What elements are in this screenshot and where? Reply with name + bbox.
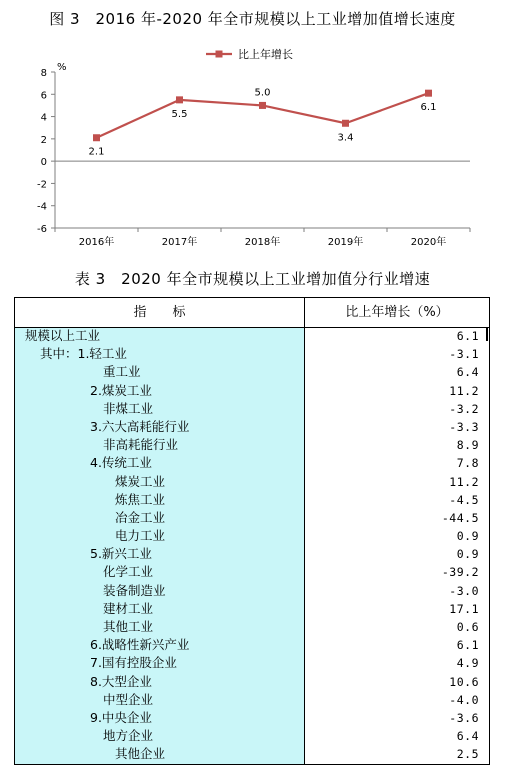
- row-growth-value: -3.6: [449, 710, 479, 725]
- row-indicator-name: 6.战略性新兴产业: [90, 637, 190, 653]
- table-row: [15, 636, 489, 654]
- table-row: [15, 509, 489, 527]
- row-indicator-name: 9.中央企业: [90, 709, 152, 725]
- row-indicator-name: 地方企业: [103, 728, 154, 744]
- row-growth-value: 8.9: [456, 438, 479, 453]
- row-indicator-name: 8.大型企业: [90, 673, 152, 689]
- table-row: [15, 491, 489, 509]
- table-row: [15, 691, 489, 709]
- row-indicator-name: 2.煤炭工业: [90, 382, 152, 398]
- legend-label: 比上年增长: [238, 48, 293, 61]
- data-label: 5.5: [171, 108, 188, 120]
- table-row: [15, 473, 489, 491]
- data-label: 5.0: [254, 87, 271, 99]
- row-indicator-name: 3.六大高耗能行业: [90, 418, 190, 434]
- row-growth-value: 11.2: [449, 383, 479, 398]
- row-growth-value: 10.6: [449, 674, 479, 689]
- y-tick-label: 4: [40, 112, 47, 124]
- y-tick-label: -4: [37, 201, 47, 213]
- data-point-marker: [176, 96, 183, 103]
- table-row: [15, 563, 489, 581]
- y-tick-label: 2: [40, 134, 47, 146]
- data-label: 6.1: [420, 102, 437, 114]
- row-growth-value: 4.9: [456, 656, 479, 671]
- y-tick-label: -2: [37, 179, 47, 191]
- x-tick-label: 2019年: [327, 237, 364, 248]
- text-cursor: [486, 328, 488, 341]
- row-growth-value: 6.1: [456, 329, 479, 343]
- table-row: [15, 673, 489, 691]
- table-row: [15, 600, 489, 618]
- row-indicator-name: 其他工业: [103, 619, 154, 634]
- row-growth-value: 6.4: [456, 729, 479, 744]
- row-indicator-name: 其他企业: [115, 746, 166, 762]
- table-row: [15, 418, 489, 436]
- row-indicator-name: 4.传统工业: [90, 455, 152, 471]
- row-indicator-name: 化学工业: [103, 564, 154, 580]
- table-row: [15, 618, 489, 636]
- table-row: [15, 454, 489, 472]
- row-growth-value: 6.4: [456, 365, 479, 380]
- table-body: [15, 327, 489, 764]
- table-row: [15, 582, 489, 600]
- data-label: 3.4: [337, 132, 354, 144]
- series-line-bishangnianzengzhang: [97, 93, 429, 138]
- row-indicator-name: 煤炭工业: [115, 473, 166, 489]
- row-indicator-name: 冶金工业: [115, 509, 166, 525]
- table-row: [15, 436, 489, 454]
- header-indicator: 指 标: [15, 298, 305, 327]
- row-indicator-name: 5.新兴工业: [90, 546, 152, 562]
- table-header: [15, 298, 489, 328]
- y-tick-label: 6: [40, 90, 47, 102]
- table-row: [15, 400, 489, 418]
- row-growth-value: -3.0: [449, 583, 479, 598]
- header-growth: 比上年增长（%）: [345, 305, 449, 320]
- legend-marker-swatch: [216, 51, 223, 58]
- row-indicator-name: 其中：1.轻工业: [40, 346, 127, 362]
- table-row: [15, 345, 489, 363]
- row-growth-value: -3.1: [449, 347, 479, 362]
- row-growth-value: -39.2: [441, 565, 479, 580]
- row-indicator-name: 炼焦工业: [115, 491, 166, 507]
- row-growth-value: 17.1: [449, 601, 479, 616]
- y-tick-label: 8: [40, 68, 47, 79]
- row-growth-value: -3.3: [449, 419, 479, 434]
- row-growth-value: 0.9: [456, 547, 479, 562]
- row-indicator-name: 建材工业: [103, 600, 154, 616]
- x-tick-label: 2016年: [78, 237, 115, 248]
- table-row: [15, 382, 489, 400]
- row-growth-value: 2.5: [456, 747, 479, 762]
- industry-growth-table: [14, 297, 490, 765]
- table-row: [15, 745, 489, 763]
- row-indicator-name: 重工业: [103, 364, 141, 380]
- row-growth-value: -4.5: [449, 492, 479, 507]
- figure-title: 图 3 2016 年-2020 年全市规模以上工业增加值增长速度: [49, 10, 456, 28]
- table-row: [15, 327, 489, 345]
- row-indicator-name: 电力工业: [115, 528, 166, 544]
- table-row: [15, 654, 489, 672]
- table-row: [15, 527, 489, 545]
- y-tick-label: -6: [37, 224, 47, 235]
- line-chart: [0, 40, 505, 260]
- y-unit-label: %: [57, 62, 67, 73]
- table-title: 表 3 2020 年全市规模以上工业增加值分行业增速: [74, 270, 431, 288]
- data-point-marker: [342, 120, 349, 127]
- table-row: [15, 545, 489, 563]
- row-growth-value: 6.1: [456, 638, 479, 653]
- row-indicator-name: 7.国有控股企业: [90, 655, 177, 671]
- data-label: 2.1: [88, 146, 105, 158]
- row-growth-value: 0.6: [456, 620, 479, 634]
- row-indicator-name: 中型企业: [103, 691, 154, 707]
- table-row: [15, 709, 489, 727]
- row-indicator-name: 非煤工业: [103, 400, 154, 416]
- row-indicator-name: 非高耗能行业: [103, 437, 179, 453]
- table-row: [15, 363, 489, 381]
- x-tick-label: 2018年: [244, 237, 281, 248]
- data-point-marker: [425, 90, 432, 97]
- row-growth-value: 0.9: [456, 529, 479, 544]
- data-point-marker: [93, 134, 100, 141]
- y-tick-label: 0: [40, 157, 47, 169]
- x-tick-label: 2017年: [161, 237, 198, 248]
- x-tick-label: 2020年: [410, 237, 447, 248]
- data-point-marker: [259, 102, 266, 109]
- table-row: [15, 727, 489, 745]
- row-growth-value: 7.8: [456, 456, 479, 471]
- row-indicator-name: 装备制造业: [103, 582, 166, 598]
- row-growth-value: -3.2: [449, 401, 479, 416]
- row-growth-value: -44.5: [441, 510, 479, 525]
- row-growth-value: 11.2: [449, 474, 479, 489]
- row-indicator-name: 规模以上工业: [25, 328, 101, 343]
- row-growth-value: -4.0: [449, 692, 479, 707]
